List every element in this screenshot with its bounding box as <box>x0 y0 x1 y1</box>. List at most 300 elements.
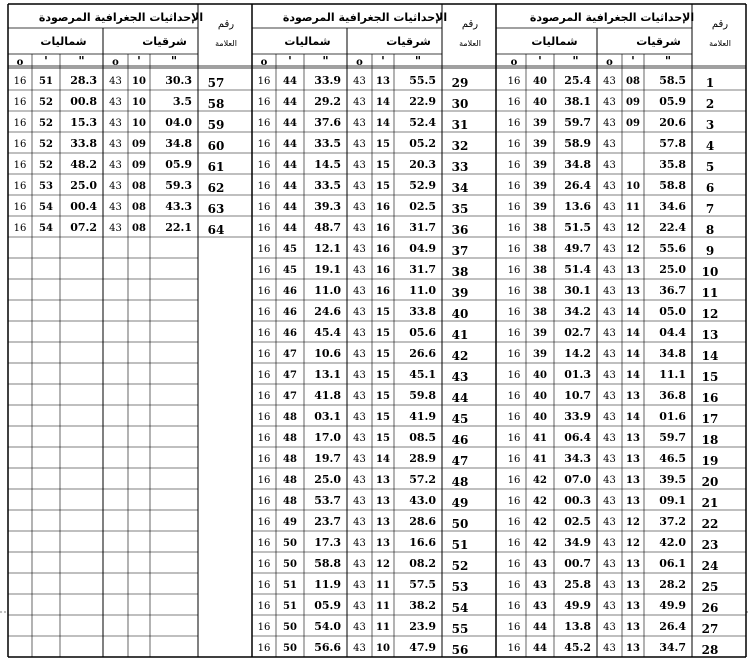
point-number: 38 <box>451 265 469 279</box>
east-minutes: 14 <box>626 412 640 423</box>
east-degrees: 43 <box>603 202 616 213</box>
east-degrees: 43 <box>109 181 122 192</box>
east-seconds: 49.9 <box>659 599 686 612</box>
north-minutes: 44 <box>283 139 297 150</box>
east-seconds: 26.6 <box>409 347 436 360</box>
north-seconds: 11.9 <box>314 578 341 591</box>
north-degrees: 16 <box>507 76 521 87</box>
north-degrees: 16 <box>507 244 521 255</box>
east-degrees: 43 <box>353 307 366 318</box>
east-degrees: 43 <box>353 454 366 465</box>
north-degrees: 16 <box>257 244 271 255</box>
point-number: 52 <box>451 559 469 573</box>
point-number: 14 <box>701 349 719 363</box>
north-seconds: 00.3 <box>564 494 591 507</box>
east-seconds: 43.0 <box>409 494 436 507</box>
east-minutes: 13 <box>626 580 640 591</box>
north-degrees: 16 <box>507 412 521 423</box>
east-degrees: 43 <box>603 76 616 87</box>
east-label: شرقيات <box>142 35 187 48</box>
point-number: 35 <box>451 202 469 216</box>
north-seconds: 23.7 <box>314 515 341 528</box>
east-minutes: 12 <box>626 223 640 234</box>
north-degrees: 16 <box>507 370 521 381</box>
seconds-unit: " <box>170 54 178 68</box>
north-minutes: 46 <box>283 328 297 339</box>
east-minutes: 13 <box>626 286 640 297</box>
east-degrees: 43 <box>353 139 366 150</box>
point-number: 16 <box>701 391 719 405</box>
east-degrees: 43 <box>603 622 616 633</box>
east-minutes: 14 <box>626 328 640 339</box>
east-seconds: 30.3 <box>165 74 192 87</box>
north-seconds: 39.3 <box>314 200 341 213</box>
point-number: 30 <box>451 97 469 111</box>
east-seconds: 35.8 <box>659 158 686 171</box>
point-number: 61 <box>207 160 225 174</box>
east-seconds: 11.1 <box>659 368 686 381</box>
east-degrees: 43 <box>353 265 366 276</box>
north-degrees: 16 <box>507 160 521 171</box>
east-minutes: 11 <box>626 202 640 213</box>
point-number: 18 <box>701 433 719 447</box>
north-seconds: 48.7 <box>314 221 341 234</box>
north-minutes: 51 <box>39 76 53 87</box>
north-degrees: 16 <box>507 433 521 444</box>
north-seconds: 34.2 <box>564 305 591 318</box>
north-minutes: 38 <box>533 223 547 234</box>
east-seconds: 05.6 <box>409 326 436 339</box>
north-minutes: 38 <box>533 286 547 297</box>
north-minutes: 52 <box>39 160 53 171</box>
east-seconds: 41.9 <box>409 410 436 423</box>
north-minutes: 48 <box>283 475 297 486</box>
point-number: 26 <box>701 601 719 615</box>
point-number: 4 <box>705 139 715 153</box>
north-minutes: 42 <box>533 517 547 528</box>
north-seconds: 58.9 <box>564 137 591 150</box>
minutes-unit: ' <box>137 54 141 68</box>
east-seconds: 34.7 <box>659 641 686 654</box>
east-label: شرقيات <box>386 35 431 48</box>
north-degrees: 16 <box>257 475 271 486</box>
point-number: 3 <box>705 118 715 132</box>
east-degrees: 43 <box>353 286 366 297</box>
north-seconds: 49.9 <box>564 599 591 612</box>
north-seconds: 24.6 <box>314 305 341 318</box>
north-degrees: 16 <box>257 622 271 633</box>
north-seconds: 19.7 <box>314 452 341 465</box>
east-seconds: 04.4 <box>659 326 686 339</box>
east-seconds: 05.9 <box>659 95 686 108</box>
east-seconds: 34.8 <box>659 347 686 360</box>
point-number: 32 <box>451 139 469 153</box>
east-degrees: 43 <box>603 223 616 234</box>
east-seconds: 04.9 <box>409 242 436 255</box>
east-degrees: 43 <box>603 643 616 654</box>
north-minutes: 44 <box>283 160 297 171</box>
east-seconds: 3.5 <box>172 95 192 108</box>
north-degrees: 16 <box>507 475 521 486</box>
north-seconds: 45.2 <box>564 641 591 654</box>
east-degrees: 43 <box>353 244 366 255</box>
point-number: 25 <box>701 580 719 594</box>
north-degrees: 16 <box>257 601 271 612</box>
east-seconds: 36.7 <box>659 284 686 297</box>
north-seconds: 19.1 <box>314 263 341 276</box>
point-number: 59 <box>207 118 225 132</box>
east-minutes: 13 <box>626 622 640 633</box>
north-minutes: 49 <box>283 517 297 528</box>
east-degrees: 43 <box>353 622 366 633</box>
point-number: 7 <box>705 202 715 216</box>
east-seconds: 25.0 <box>659 263 686 276</box>
east-minutes: 14 <box>626 307 640 318</box>
east-seconds: 38.2 <box>409 599 436 612</box>
north-seconds: 34.9 <box>564 536 591 549</box>
point-number: 17 <box>701 412 719 426</box>
north-seconds: 17.3 <box>314 536 341 549</box>
north-minutes: 40 <box>533 97 547 108</box>
north-minutes: 51 <box>283 580 297 591</box>
north-seconds: 02.5 <box>564 515 591 528</box>
north-degrees: 16 <box>13 118 27 129</box>
east-minutes: 15 <box>376 307 390 318</box>
east-degrees: 43 <box>353 118 366 129</box>
point-number: 63 <box>207 202 225 216</box>
degrees-unit: o <box>112 57 119 68</box>
seconds-unit: " <box>78 54 85 68</box>
north-minutes: 43 <box>533 601 547 612</box>
east-seconds: 20.6 <box>659 116 686 129</box>
east-minutes: 13 <box>626 265 640 276</box>
north-minutes: 48 <box>283 454 297 465</box>
north-minutes: 50 <box>283 559 297 570</box>
north-minutes: 39 <box>533 118 547 129</box>
east-minutes: 15 <box>376 328 390 339</box>
east-degrees: 43 <box>353 349 366 360</box>
east-seconds: 33.8 <box>409 305 436 318</box>
north-minutes: 40 <box>533 370 547 381</box>
north-seconds: 34.3 <box>564 452 591 465</box>
coords-title: الإحداثيات الجغرافية المرصودة <box>282 11 448 24</box>
north-degrees: 16 <box>257 76 271 87</box>
east-minutes: 11 <box>376 601 390 612</box>
point-number: 48 <box>451 475 469 489</box>
east-degrees: 43 <box>603 328 616 339</box>
east-minutes: 13 <box>376 76 390 87</box>
east-minutes: 13 <box>626 496 640 507</box>
point-number: 8 <box>705 223 715 237</box>
north-seconds: 30.1 <box>564 284 591 297</box>
north-minutes: 43 <box>533 580 547 591</box>
east-seconds: 28.2 <box>659 578 686 591</box>
east-seconds: 05.0 <box>659 305 686 318</box>
east-seconds: 55.5 <box>409 74 436 87</box>
north-seconds: 49.7 <box>564 242 591 255</box>
east-seconds: 58.8 <box>659 179 686 192</box>
north-minutes: 51 <box>283 601 297 612</box>
seconds-unit: " <box>322 54 329 68</box>
east-degrees: 43 <box>603 517 616 528</box>
east-degrees: 43 <box>353 76 366 87</box>
north-seconds: 14.5 <box>314 158 341 171</box>
east-minutes: 12 <box>626 538 640 549</box>
north-seconds: 10.7 <box>564 389 591 402</box>
north-minutes: 39 <box>533 202 547 213</box>
degrees-unit: o <box>356 57 363 68</box>
point-number: 42 <box>451 349 469 363</box>
north-minutes: 47 <box>283 370 297 381</box>
east-seconds: 59.3 <box>165 179 192 192</box>
east-minutes: 11 <box>376 580 390 591</box>
north-seconds: 10.6 <box>314 347 341 360</box>
east-minutes: 09 <box>132 139 146 150</box>
north-degrees: 16 <box>257 517 271 528</box>
north-degrees: 16 <box>257 370 271 381</box>
east-seconds: 09.1 <box>659 494 686 507</box>
point-number: 31 <box>451 118 469 132</box>
north-seconds: 54.0 <box>314 620 341 633</box>
north-degrees: 16 <box>507 601 521 612</box>
north-seconds: 28.3 <box>70 74 97 87</box>
north-minutes: 39 <box>533 328 547 339</box>
point-number: 39 <box>451 286 469 300</box>
east-seconds: 05.9 <box>165 158 192 171</box>
point-number: 2 <box>705 97 715 111</box>
north-degrees: 16 <box>257 265 271 276</box>
east-seconds: 43.3 <box>165 200 192 213</box>
north-minutes: 52 <box>39 139 53 150</box>
point-number: 6 <box>705 181 715 195</box>
number-label: العلامة <box>459 39 481 48</box>
north-seconds: 17.0 <box>314 431 341 444</box>
north-minutes: 50 <box>283 643 297 654</box>
east-degrees: 43 <box>353 370 366 381</box>
east-seconds: 02.5 <box>409 200 436 213</box>
east-degrees: 43 <box>603 601 616 612</box>
north-minutes: 45 <box>283 265 297 276</box>
north-degrees: 16 <box>257 454 271 465</box>
north-minutes: 44 <box>533 622 547 633</box>
east-degrees: 43 <box>603 97 616 108</box>
coords-title: الإحداثيات الجغرافية المرصودة <box>38 11 204 24</box>
minutes-unit: ' <box>538 54 542 68</box>
north-degrees: 16 <box>507 139 521 150</box>
north-seconds: 00.7 <box>564 557 591 570</box>
north-seconds: 58.8 <box>314 557 341 570</box>
north-degrees: 16 <box>507 181 521 192</box>
east-minutes: 15 <box>376 160 390 171</box>
east-minutes: 13 <box>376 475 390 486</box>
north-seconds: 26.4 <box>564 179 591 192</box>
north-minutes: 44 <box>283 202 297 213</box>
north-seconds: 53.7 <box>314 494 341 507</box>
east-minutes: 13 <box>376 538 390 549</box>
north-seconds: 00.4 <box>70 200 97 213</box>
east-degrees: 43 <box>353 517 366 528</box>
point-number: 23 <box>701 538 719 552</box>
number-label: رقم <box>217 19 235 30</box>
north-seconds: 03.1 <box>314 410 341 423</box>
north-seconds: 29.2 <box>314 95 341 108</box>
east-degrees: 43 <box>603 181 616 192</box>
north-degrees: 16 <box>257 118 271 129</box>
north-degrees: 16 <box>507 580 521 591</box>
east-minutes: 13 <box>626 475 640 486</box>
east-seconds: 28.9 <box>409 452 436 465</box>
east-degrees: 43 <box>353 328 366 339</box>
east-seconds: 34.8 <box>165 137 192 150</box>
east-minutes: 16 <box>376 223 390 234</box>
north-degrees: 16 <box>507 517 521 528</box>
degrees-unit: o <box>510 57 518 68</box>
east-minutes: 15 <box>376 370 390 381</box>
east-seconds: 55.6 <box>659 242 686 255</box>
north-minutes: 39 <box>533 139 547 150</box>
east-minutes: 10 <box>132 118 146 129</box>
north-minutes: 44 <box>283 76 297 87</box>
east-degrees: 43 <box>353 475 366 486</box>
east-seconds: 31.7 <box>409 263 436 276</box>
point-number: 57 <box>207 76 225 90</box>
east-minutes: 12 <box>626 244 640 255</box>
east-seconds: 22.1 <box>165 221 192 234</box>
point-number: 43 <box>451 370 469 384</box>
east-degrees: 43 <box>353 643 366 654</box>
north-degrees: 16 <box>13 139 27 150</box>
point-number: 45 <box>451 412 469 426</box>
point-number: 40 <box>451 307 469 321</box>
north-minutes: 53 <box>39 181 53 192</box>
east-degrees: 43 <box>603 286 616 297</box>
north-degrees: 16 <box>507 202 521 213</box>
point-number: 58 <box>207 97 225 111</box>
east-minutes: 14 <box>626 349 640 360</box>
north-minutes: 41 <box>533 433 547 444</box>
north-minutes: 42 <box>533 496 547 507</box>
north-seconds: 48.2 <box>70 158 97 171</box>
east-degrees: 43 <box>603 349 616 360</box>
north-minutes: 45 <box>283 244 297 255</box>
north-seconds: 25.0 <box>314 473 341 486</box>
north-minutes: 48 <box>283 433 297 444</box>
point-number: 41 <box>451 328 469 342</box>
point-number: 33 <box>451 160 469 174</box>
north-degrees: 16 <box>507 496 521 507</box>
east-minutes: 08 <box>626 76 640 87</box>
point-number: 13 <box>701 328 719 342</box>
point-number: 55 <box>451 622 469 636</box>
east-degrees: 43 <box>603 391 616 402</box>
point-number: 20 <box>701 475 719 489</box>
east-degrees: 43 <box>603 160 616 171</box>
east-seconds: 23.9 <box>409 620 436 633</box>
north-degrees: 16 <box>257 139 271 150</box>
north-seconds: 00.8 <box>70 95 97 108</box>
east-minutes: 08 <box>132 223 146 234</box>
east-minutes: 14 <box>376 454 390 465</box>
north-seconds: 13.8 <box>564 620 591 633</box>
north-degrees: 16 <box>507 118 521 129</box>
point-number: 34 <box>451 181 469 195</box>
north-minutes: 46 <box>283 307 297 318</box>
east-minutes: 11 <box>376 622 390 633</box>
north-seconds: 15.3 <box>70 116 97 129</box>
north-minutes: 52 <box>39 97 53 108</box>
north-degrees: 16 <box>257 160 271 171</box>
degrees-unit: o <box>16 57 24 68</box>
point-number: 27 <box>701 622 719 636</box>
north-seconds: 37.6 <box>314 116 341 129</box>
north-seconds: 38.1 <box>564 95 591 108</box>
east-minutes: 16 <box>376 202 390 213</box>
point-number: 49 <box>451 496 469 510</box>
east-degrees: 43 <box>353 391 366 402</box>
seconds-unit: " <box>664 54 672 68</box>
minutes-unit: ' <box>44 54 48 68</box>
east-degrees: 43 <box>603 139 616 150</box>
east-minutes: 13 <box>626 601 640 612</box>
north-degrees: 16 <box>507 349 521 360</box>
north-degrees: 16 <box>13 160 27 171</box>
north-degrees: 16 <box>257 97 271 108</box>
north-minutes: 40 <box>533 391 547 402</box>
east-degrees: 43 <box>109 76 122 87</box>
north-minutes: 39 <box>533 160 547 171</box>
north-seconds: 02.7 <box>564 326 591 339</box>
point-number: 19 <box>701 454 719 468</box>
north-seconds: 45.4 <box>314 326 341 339</box>
east-minutes: 15 <box>376 181 390 192</box>
north-seconds: 59.7 <box>564 116 591 129</box>
east-degrees: 43 <box>353 202 366 213</box>
east-degrees: 43 <box>353 433 366 444</box>
east-seconds: 22.4 <box>659 221 686 234</box>
north-minutes: 44 <box>283 118 297 129</box>
east-seconds: 08.5 <box>409 431 436 444</box>
north-degrees: 16 <box>257 496 271 507</box>
east-minutes: 12 <box>626 517 640 528</box>
north-minutes: 38 <box>533 265 547 276</box>
north-degrees: 16 <box>257 181 271 192</box>
east-minutes: 10 <box>626 181 640 192</box>
east-seconds: 05.2 <box>409 137 436 150</box>
north-seconds: 56.6 <box>314 641 341 654</box>
north-minutes: 47 <box>283 391 297 402</box>
north-degrees: 16 <box>13 223 27 234</box>
east-degrees: 43 <box>603 370 616 381</box>
north-degrees: 16 <box>257 412 271 423</box>
north-degrees: 16 <box>507 265 521 276</box>
north-degrees: 16 <box>257 391 271 402</box>
east-minutes: 13 <box>626 454 640 465</box>
north-degrees: 16 <box>257 580 271 591</box>
east-minutes: 15 <box>376 391 390 402</box>
north-minutes: 43 <box>533 559 547 570</box>
point-number: 36 <box>451 223 469 237</box>
north-degrees: 16 <box>507 97 521 108</box>
east-seconds: 52.4 <box>409 116 436 129</box>
east-degrees: 43 <box>109 160 122 171</box>
north-minutes: 44 <box>283 181 297 192</box>
point-number: 15 <box>701 370 719 384</box>
east-label: شرقيات <box>636 35 681 48</box>
degrees-unit: o <box>606 57 613 68</box>
north-minutes: 44 <box>533 643 547 654</box>
east-degrees: 43 <box>603 118 616 129</box>
north-minutes: 54 <box>39 223 53 234</box>
